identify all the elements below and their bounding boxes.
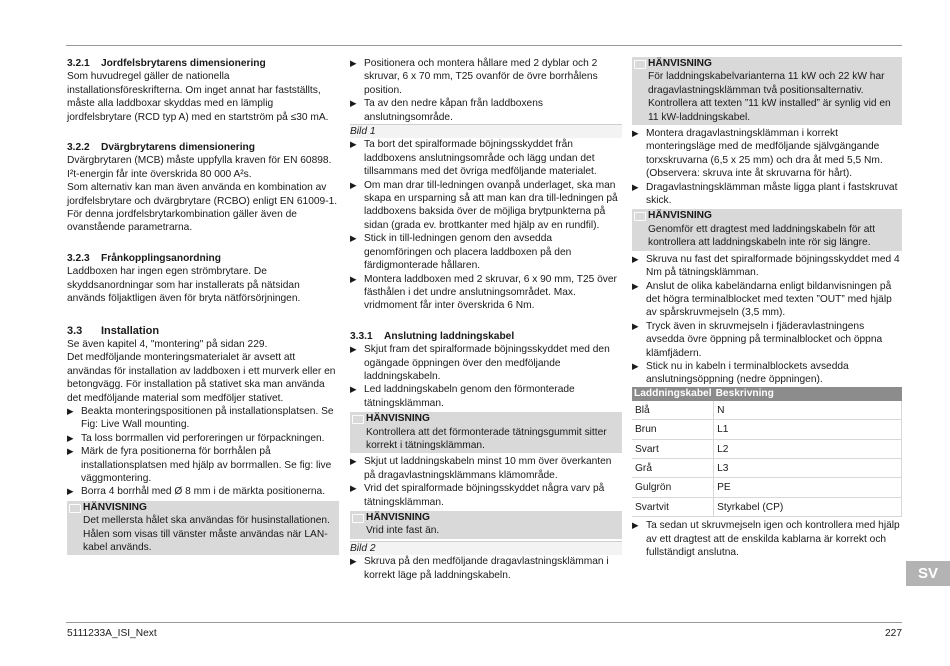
bullet-arrow-icon: ▶ — [67, 405, 74, 416]
bullet-arrow-icon: ▶ — [350, 233, 357, 244]
table-cell: Styrkabel (CP) — [714, 497, 902, 516]
table-cell: Blå — [632, 401, 714, 420]
bullet-arrow-icon: ▶ — [632, 280, 639, 291]
bullet-arrow-icon: ▶ — [350, 273, 357, 284]
cable-steps-list-2 — [350, 455, 622, 509]
list-item: ▶ Om man drar till-ledningen ovanpå underlaget, ska man skapa en ursparning så att man kan dra till-ledningen på laddboxens baksida över de möjliga brytpunkterna på sidan (grada ev. brottkanter med hjälp av en rundfil). — [350, 179, 618, 231]
bullet-arrow-icon: ▶ — [350, 483, 357, 494]
cable-steps-list — [350, 343, 622, 410]
note-text: Kontrollera att det förmonterade tätningsgummit sitter korrekt i tätningsklämman. — [366, 426, 607, 451]
list-item: ▶ Ta loss borrmallen vid perforeringen ur förpackningen. — [67, 432, 325, 444]
table-row — [632, 420, 902, 439]
hand-pointer-icon — [69, 504, 81, 513]
section-heading-3-2-3: 3.2.3 Frånkopplingsanordning — [67, 252, 221, 264]
list-item: ▶ Stick in till-ledningen genom den avsedda genomföringen och placera laddboxen på den färdigmonterade hållaren. — [350, 233, 572, 272]
figure-caption-2: Bild 2 — [350, 541, 622, 555]
list-item: ▶ Skruva nu fast det spiralformade böjningsskyddet med 4 Nm på tätningsklämman. — [632, 253, 900, 279]
table-cell: L3 — [714, 458, 902, 477]
table-cell: Svartvit — [632, 497, 714, 516]
section-heading-3-2-2: 3.2.2 Dvärgbrytarens dimensionering — [67, 142, 255, 154]
note-title: HÄNVISNING — [632, 57, 898, 70]
note-box — [350, 412, 622, 453]
note-box — [350, 511, 622, 539]
note-title: HÄNVISNING — [350, 511, 618, 524]
bullet-arrow-icon: ▶ — [350, 139, 357, 150]
prep-steps-list — [350, 138, 622, 312]
list-item: ▶ Ta av den nedre kåpan från laddboxens anslutningsområde. — [350, 98, 543, 123]
bullet-arrow-icon: ▶ — [67, 446, 74, 457]
figure-caption-1: Bild 1 — [350, 124, 622, 138]
note-text: För laddningskabelvarianterna 11 kW och 22 kW har dragavlastningsklämman två positionsalternativ. Kontrollera att texten ”11 kW installed” är synlig vid en 11 kW-laddningskabel. — [648, 71, 891, 123]
column-2 — [350, 57, 622, 582]
hand-pointer-icon — [634, 212, 646, 221]
bullet-arrow-icon: ▶ — [67, 432, 74, 443]
bullet-arrow-icon: ▶ — [632, 360, 639, 371]
column-header: Beskrivning — [714, 387, 902, 401]
paragraph-rcd: Som huvudregel gäller de nationella installationsföreskrifterna. Om inget annat har fastställts, måste alla laddboxar skyddas med en lämplig jordfelsbrytare (RCD typ A) med en startström på ≤30 mA. — [67, 71, 329, 123]
table-row — [632, 401, 902, 420]
bottom-rule — [66, 622, 902, 623]
cable-steps-list-3 — [350, 555, 622, 582]
paragraph-mcb: Dvärgbrytaren (MCB) måste uppfylla kraven för EN 60898. I²t-energin får inte överskrida 80 000 A²s. — [67, 155, 332, 180]
strain-relief-steps-list — [632, 127, 902, 207]
list-item: ▶ Skruva på den medföljande dragavlastningsklämman i korrekt läge på laddningskabeln. — [350, 556, 609, 581]
final-steps-list — [632, 519, 902, 559]
bullet-arrow-icon: ▶ — [632, 320, 639, 331]
list-item: ▶ Skjut fram det spiralformade böjningsskyddet med den ogängade öppningen över den medföljande laddningskabeln. — [350, 344, 610, 382]
note-text: Vrid inte fast än. — [366, 525, 440, 537]
terminal-steps-list — [632, 253, 902, 387]
hand-pointer-icon — [352, 415, 364, 424]
bullet-arrow-icon: ▶ — [350, 384, 357, 395]
wire-color-table — [632, 387, 902, 517]
list-item: ▶ Positionera och montera hållare med 2 dyblar och 2 skruvar, 6 x 70 mm, T25 ovanför de övre borrhålens position. — [350, 58, 598, 96]
note-box — [67, 501, 339, 556]
bullet-arrow-icon: ▶ — [350, 556, 357, 567]
bullet-arrow-icon: ▶ — [632, 520, 639, 531]
list-item: ▶ Montera laddboxen med 2 skruvar, 6 x 90 mm, T25 över fästhålen i det undre anslutningsområdet. Max. vridmoment får inter överskrida 6 Nm. — [350, 273, 617, 312]
bullet-arrow-icon: ▶ — [67, 486, 74, 497]
table-row — [632, 439, 902, 458]
section-heading-3-2-1: 3.2.1 Jordfelsbrytarens dimensionering — [67, 58, 266, 69]
table-cell: L2 — [714, 439, 902, 458]
table-cell: N — [714, 401, 902, 420]
list-item: ▶ Skjut ut laddningskabeln minst 10 mm över överkanten på dragavlastningsklämmans klämområde. — [350, 456, 612, 481]
document-id: 5111233A_ISI_Next — [67, 628, 157, 639]
bullet-arrow-icon: ▶ — [350, 344, 357, 355]
hand-pointer-icon — [634, 60, 646, 69]
bullet-arrow-icon: ▶ — [350, 179, 357, 190]
list-item: ▶ Beakta monteringspositionen på installationsplatsen. Se Fig: Live Wall mounting. — [67, 405, 334, 431]
table-cell: Grå — [632, 458, 714, 477]
list-item: ▶ Dragavlastningsklämman måste ligga plant i fastskruvat skick. — [632, 181, 898, 207]
note-title: HÄNVISNING — [67, 501, 335, 514]
table-row — [632, 478, 902, 497]
note-box — [632, 209, 902, 250]
bullet-arrow-icon: ▶ — [350, 98, 357, 109]
page-number: 227 — [885, 628, 902, 639]
list-item: ▶ Montera dragavlastningsklämman i korrekt monteringsläge med de medföljande självgängande torxskruvarna (6,5 x 25 mm) och dra åt med 5,5 Nm. (Observera: skruva inte åt skruvarna för hårt). — [632, 128, 883, 180]
paragraph-see-chapter: Se även kapitel 4, "montering" på sidan 229. — [67, 338, 268, 350]
list-item: ▶ Borra 4 borrhål med Ø 8 mm i de märkta positionerna. — [67, 486, 326, 498]
table-cell: PE — [714, 478, 902, 497]
mount-steps-list — [350, 57, 622, 124]
section-heading-3-3: 3.3 Installation — [67, 324, 160, 337]
list-item: ▶ Märk de fyra positionerna för borrhålen på installationsplatsen med hjälp av borrmallen. Se fig: live väggmontering. — [67, 446, 332, 484]
list-item: ▶ Tryck även in skruvmejseln i fjäderavlastningens avsedda övre öppning på terminalblocket och öppna klämfjädern. — [632, 320, 883, 359]
list-item: ▶ Stick nu in kabeln i terminalblockets avsedda anslutningsöppning (nedre öppningen). — [632, 360, 849, 386]
paragraph-mounting-material: Det medföljande monteringsmaterialet är avsett att användas för installation av laddboxen i ett murverk eller en betongvägg. För installation på stativet ska man använda det medföljande material som medföljer stativet. — [67, 352, 336, 404]
paragraph-disconnect: Laddboxen har ingen egen strömbrytare. De skyddsanordningar som har installerats på nätsidan används följaktligen även för bryta nätförsörjningen. — [67, 266, 301, 305]
note-title: HÄNVISNING — [350, 412, 618, 425]
table-cell: L1 — [714, 420, 902, 439]
note-box — [632, 57, 902, 125]
table-cell: Svart — [632, 439, 714, 458]
bullet-arrow-icon: ▶ — [350, 58, 357, 68]
column-3 — [632, 57, 902, 559]
table-cell: Gulgrön — [632, 478, 714, 497]
bullet-arrow-icon: ▶ — [632, 128, 639, 139]
list-item: ▶ Vrid det spiralformade böjningsskyddet några varv på tätningsklämman. — [350, 483, 605, 508]
list-item: ▶ Led laddningskabeln genom den förmonterade tätningsklämman. — [350, 384, 575, 409]
note-title: HÄNVISNING — [632, 209, 898, 222]
language-tab: SV — [906, 561, 950, 586]
column-header: Laddningskabel — [634, 387, 712, 399]
paragraph-rcbo: Som alternativ kan man även använda en kombination av jordfelsbrytare och dvärgbrytare (RCBO) enligt EN 61009-1. För denna jordfelsbrytarkombination gäller även de ovanstående parametrarna. — [67, 182, 338, 234]
table-row — [632, 497, 902, 516]
top-rule — [66, 45, 902, 46]
list-item: ▶ Ta bort det spiralformade böjningsskyddet från laddboxens anslutningsområde och lägg undan det tillsammans med det övriga medföljande materialet. — [350, 139, 597, 178]
table-cell: Brun — [632, 420, 714, 439]
bullet-arrow-icon: ▶ — [632, 253, 639, 264]
hand-pointer-icon — [352, 514, 364, 523]
table-header-row — [632, 387, 902, 401]
install-steps-list — [67, 405, 339, 499]
list-item: ▶ Ta sedan ut skruvmejseln igen och kontrollera med hjälp av ett dragtest att de enskilda kablarna är korrekt och fullständigt anslutna. — [632, 520, 900, 558]
note-text: Det mellersta hålet ska användas för husinstallationen. Hålen som visas till vänster måste användas när LAN-kabel används. — [83, 515, 330, 553]
column-1 — [67, 57, 339, 557]
bullet-arrow-icon: ▶ — [350, 456, 357, 467]
note-text: Genomför ett dragtest med laddningskabeln för att kontrollera att laddningskabeln inte rör sig längre. — [648, 223, 876, 249]
list-item: ▶ Anslut de olika kabeländarna enligt bildanvisningen på det högra terminalblocket med texten ”OUT” med hjälp av spårskruvmejseln (3,5 mm). — [632, 280, 892, 319]
bullet-arrow-icon: ▶ — [632, 181, 639, 192]
section-heading-3-3-1: 3.3.1 Anslutning laddningskabel — [350, 330, 515, 342]
table-row — [632, 458, 902, 477]
